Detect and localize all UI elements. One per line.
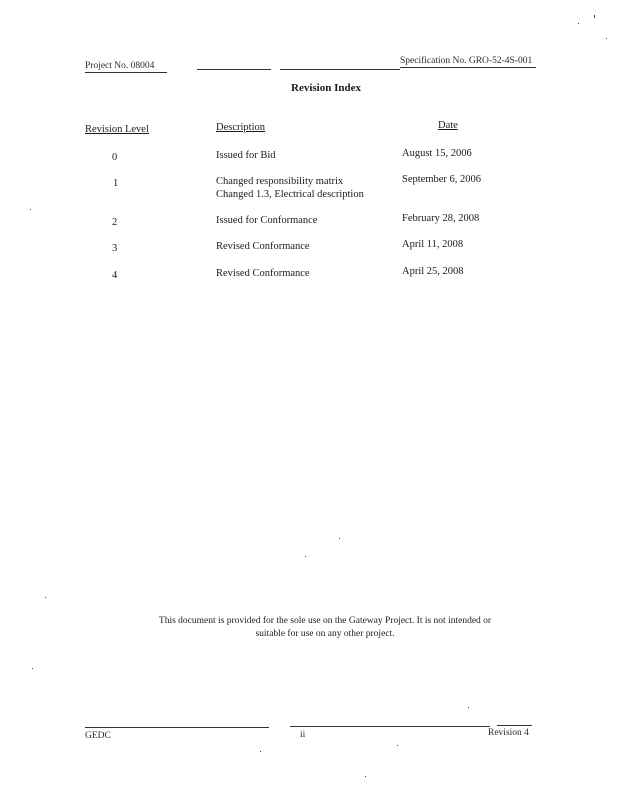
disclaimer-line-1: This document is provided for the sole use on the Gateway Project. It is not intended or <box>158 616 492 626</box>
project-number: Project No. 08004 <box>85 61 155 71</box>
table-row-level: 0 <box>112 152 118 163</box>
table-row-level: 4 <box>112 270 118 281</box>
table-row-date: April 11, 2008 <box>402 239 464 250</box>
footer-left: GEDC <box>85 731 111 741</box>
table-row-description: Revised Conformance <box>216 241 310 252</box>
table-row-level: 1 <box>113 178 119 189</box>
col-header-date: Date <box>438 120 458 131</box>
footer-rule-left <box>85 727 269 728</box>
table-row-description-line2: Changed 1.3, Electrical description <box>216 189 364 200</box>
footer-rule-right <box>497 725 532 726</box>
footer-revision: Revision 4 <box>488 728 529 738</box>
scan-speck <box>397 745 398 746</box>
scan-speck <box>339 538 340 539</box>
table-row-description: Revised Conformance <box>216 268 310 279</box>
header-rule-right <box>400 67 536 68</box>
scan-speck <box>260 751 261 752</box>
header-rule-left <box>85 72 167 73</box>
disclaimer <box>120 615 530 641</box>
table-row-level: 3 <box>112 243 118 254</box>
table-row-description: Changed responsibility matrix <box>216 176 344 187</box>
table-row-date: September 6, 2006 <box>402 174 482 185</box>
header-rule-mid <box>197 69 271 70</box>
table-row-date: August 15, 2006 <box>402 148 472 159</box>
table-row-date: February 28, 2008 <box>402 213 480 224</box>
scan-speck <box>606 38 607 39</box>
scan-speck <box>594 15 595 18</box>
scan-speck <box>30 209 31 210</box>
table-row-description: Issued for Conformance <box>216 215 318 226</box>
disclaimer-line-2: suitable for use on any other project. <box>255 629 395 639</box>
scan-speck <box>365 776 366 777</box>
scan-speck <box>468 707 469 708</box>
scan-speck <box>32 668 33 669</box>
table-row-description: Issued for Bid <box>216 150 276 161</box>
col-header-description: Description <box>216 122 265 133</box>
header-rule-mid2 <box>280 69 400 70</box>
scan-speck <box>305 556 306 557</box>
table-row-date: April 25, 2008 <box>402 266 464 277</box>
table-row-level: 2 <box>112 217 118 228</box>
page-number: ii <box>300 730 306 740</box>
footer-rule-mid <box>290 726 490 727</box>
scan-speck <box>45 597 46 598</box>
col-header-revision-level: Revision Level <box>85 124 149 135</box>
scan-speck <box>578 23 579 24</box>
page-title: Revision Index <box>291 82 361 94</box>
specification-number: Specification No. GRO-52-4S-001 <box>400 56 533 66</box>
